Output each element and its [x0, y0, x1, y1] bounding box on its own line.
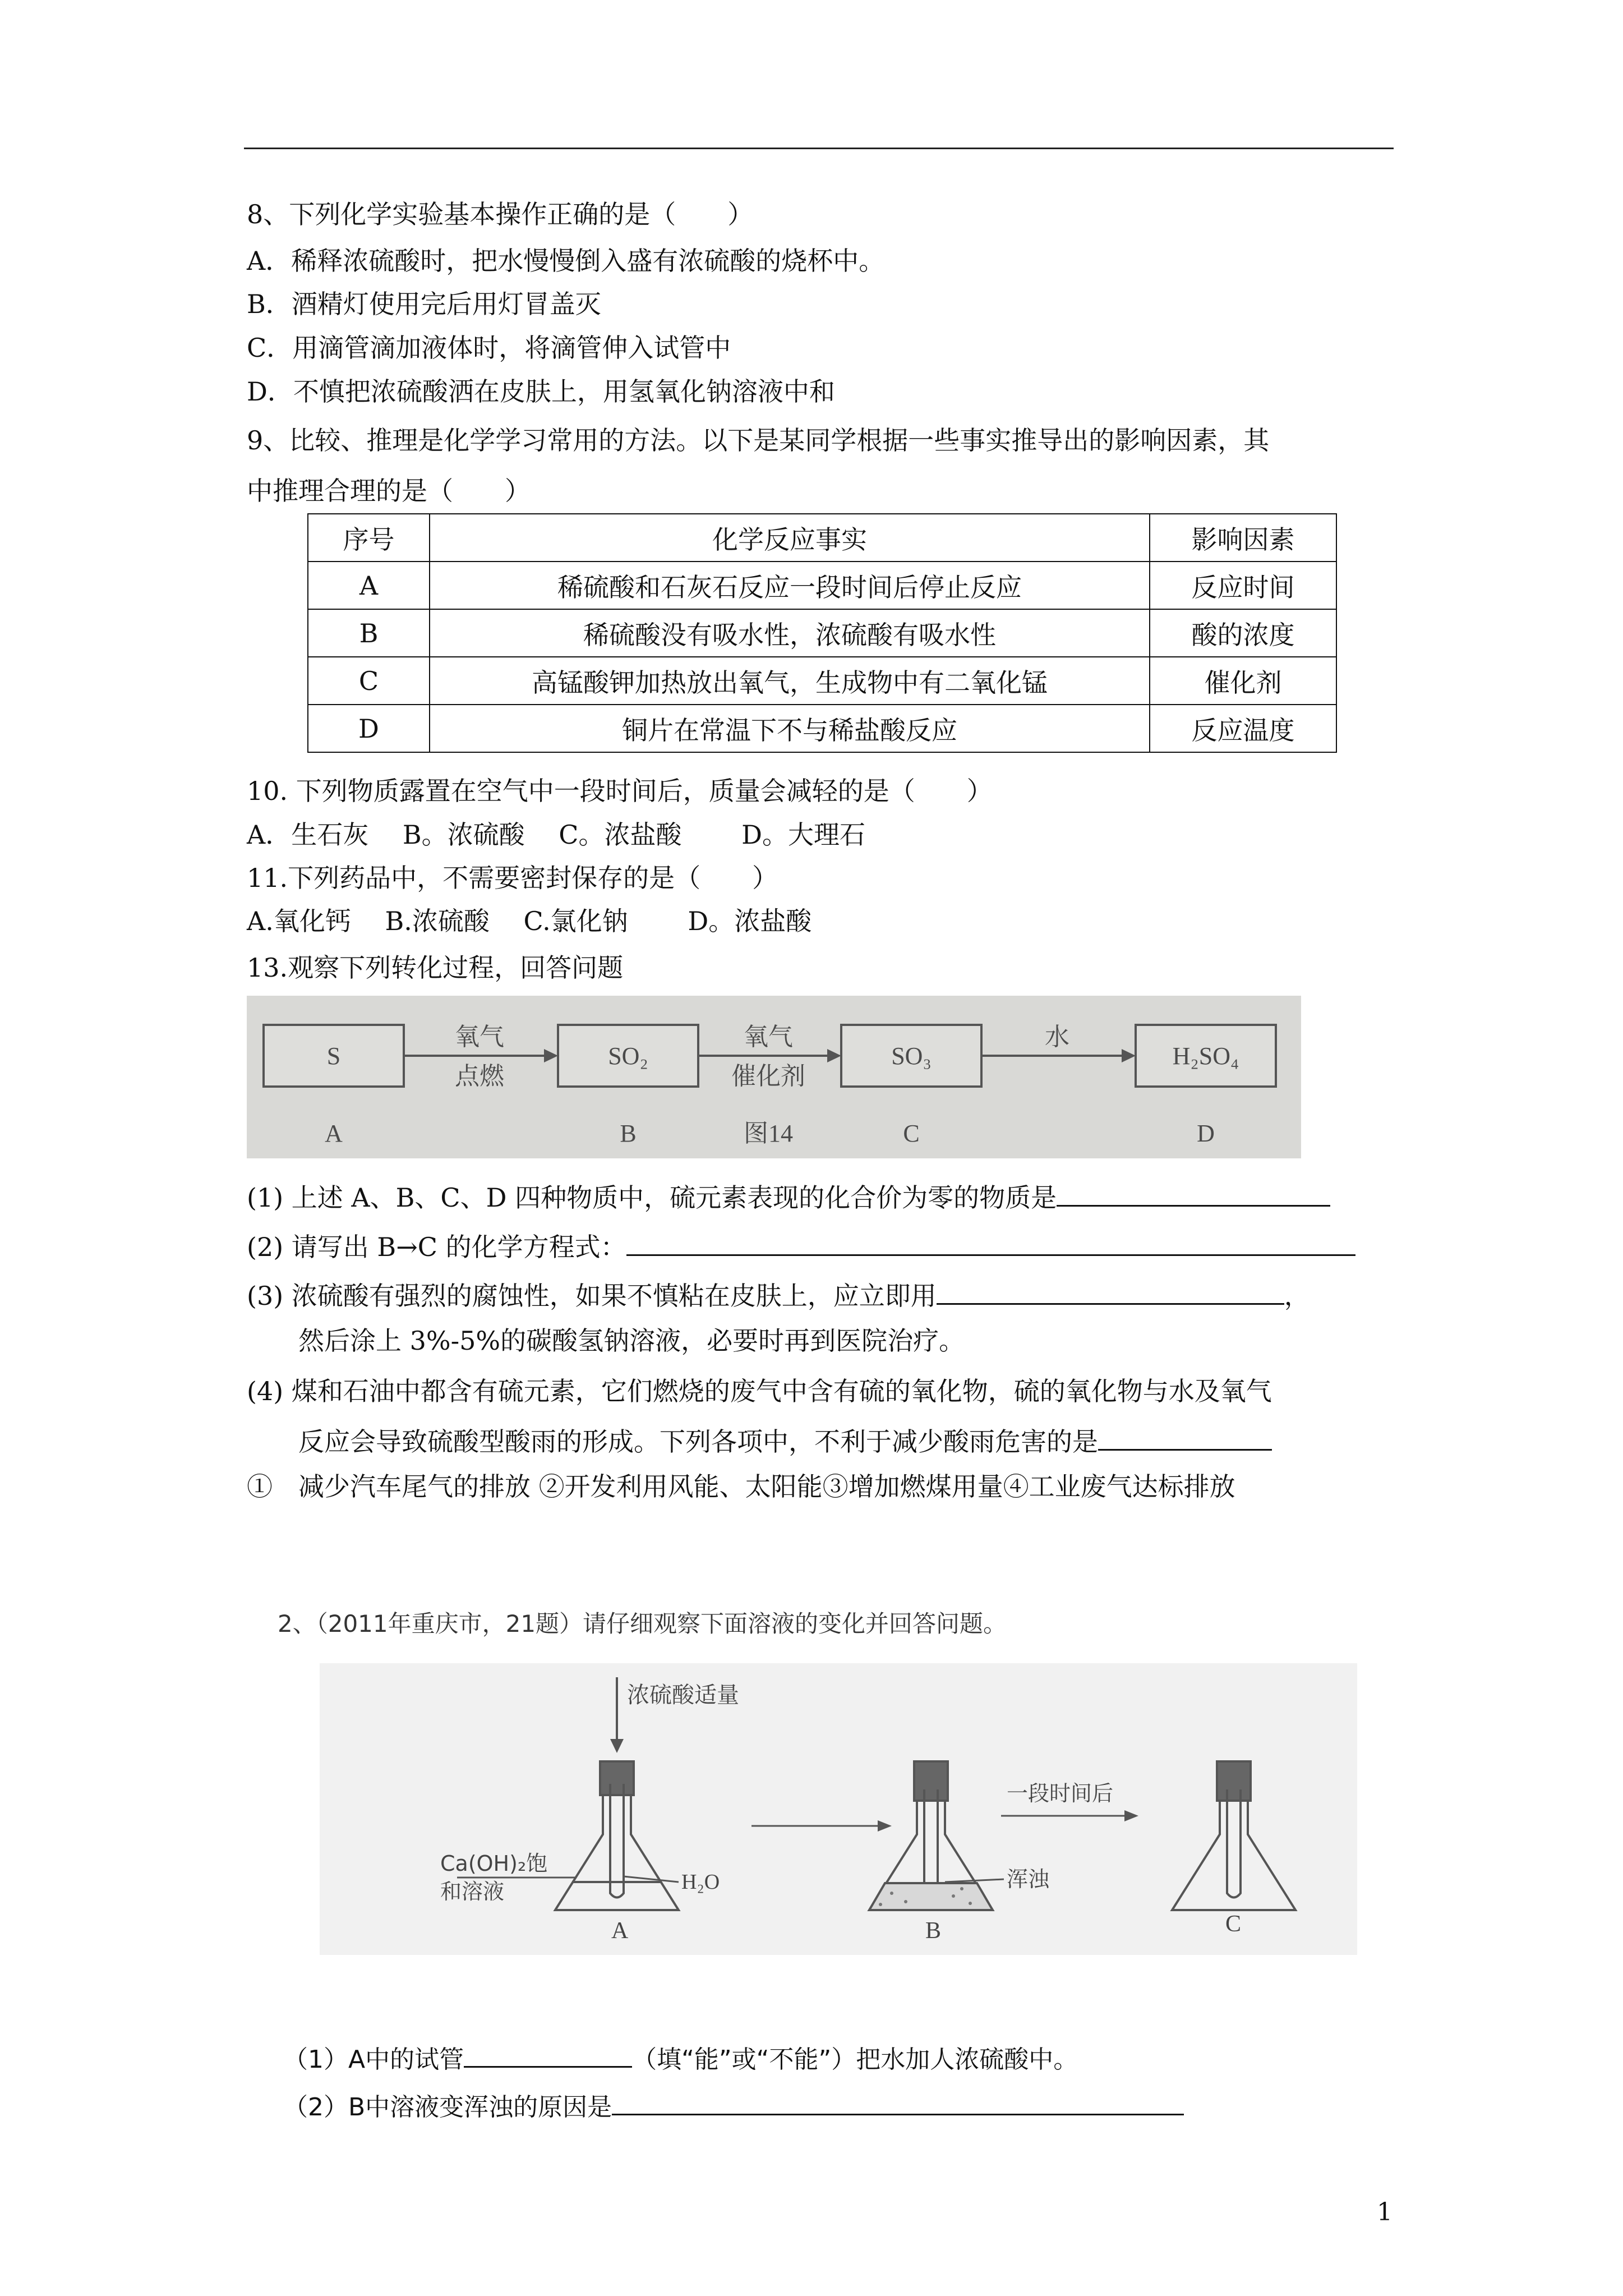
table-cell: A — [308, 562, 430, 609]
table-cell: 酸的浓度 — [1150, 609, 1336, 657]
table-cell: 反应温度 — [1150, 705, 1336, 752]
q13-sub4a: (4) 煤和石油中都含有硫元素，它们燃烧的废气中含有硫的氧化物，硫的氧化物与水及氧气 — [247, 1376, 1272, 1406]
table-row — [308, 562, 1336, 609]
q8-option-a: A．稀释浓硫酸时，把水慢慢倒入盛有浓硫酸的烧杯中。 — [247, 246, 885, 276]
table-cell: 稀硫酸没有吸水性，浓硫酸有吸水性 — [430, 609, 1150, 657]
caoh2-label-1: Ca(OH)₂饱 — [440, 1851, 548, 1876]
arrow1-top-label: 氧气 — [455, 1023, 504, 1051]
box-label-so3: SO₃ — [891, 1042, 932, 1070]
conversion-diagram — [247, 996, 1301, 1158]
flask-diagram — [320, 1663, 1357, 1955]
table-cell: 高锰酸钾加热放出氧气，生成物中有二氧化锰 — [430, 657, 1150, 705]
q13-sub1 — [247, 1178, 1330, 1214]
table-cell: B — [308, 609, 430, 657]
q2-sub1-tail: （填“能”或“不能”）把水加人浓硫酸中。 — [632, 2045, 1078, 2074]
table-cell: C — [308, 657, 430, 705]
table-cell: 稀硫酸和石灰石反应一段时间后停止反应 — [430, 562, 1150, 609]
q13-sub2 — [247, 1227, 1355, 1264]
figure-caption: 图14 — [744, 1120, 793, 1147]
flask-diagram-svg — [320, 1663, 1357, 1955]
q13-sub4b-text: 反应会导致硫酸型酸雨的形成。下列各项中，不利于减少酸雨危害的是 — [298, 1427, 1098, 1457]
table-header: 化学反应事实 — [430, 514, 1150, 562]
answer-blank[interactable] — [1057, 1178, 1330, 1207]
q10-stem: 10. 下列物质露置在空气中一段时间后，质量会减轻的是（ ） — [247, 776, 993, 806]
arrow1-bottom-label: 点燃 — [455, 1062, 504, 1090]
flask-letter-a: A — [611, 1918, 629, 1944]
q8-stem: 8、下列化学实验基本操作正确的是（ ） — [247, 199, 754, 229]
table-cell: 反应时间 — [1150, 562, 1336, 609]
answer-blank[interactable] — [612, 2087, 1184, 2115]
table-header: 序号 — [308, 514, 430, 562]
q2-sub2 — [283, 2087, 1184, 2124]
table-row — [308, 705, 1336, 752]
time-label: 一段时间后 — [1007, 1781, 1114, 1806]
flask-letter-c: C — [1225, 1911, 1242, 1937]
answer-blank[interactable] — [1098, 1422, 1272, 1451]
arrow2-bottom-label: 催化剂 — [731, 1062, 805, 1090]
q13-sub3a — [247, 1276, 1310, 1313]
page-number: 1 — [1377, 2198, 1393, 2226]
table-cell: 铜片在常温下不与稀盐酸反应 — [430, 705, 1150, 752]
q13-sub3a-text: (3) 浓硫酸有强烈的腐蚀性，如果不慎粘在皮肤上，应立即用 — [247, 1281, 937, 1311]
caoh2-label-2: 和溶液 — [440, 1879, 505, 1904]
q2-sub2-text: （2）B中溶液变浑浊的原因是 — [283, 2093, 612, 2122]
q13-stem: 13.观察下列转化过程，回答问题 — [247, 953, 624, 983]
q11-stem: 11.下列药品中，不需要密封保存的是（ ） — [247, 863, 778, 893]
answer-blank[interactable] — [464, 2039, 632, 2068]
arrow3-top-label: 水 — [1045, 1023, 1069, 1051]
acid-label: 浓硫酸适量 — [627, 1682, 739, 1708]
answer-blank[interactable] — [937, 1276, 1284, 1305]
table-cell: 催化剂 — [1150, 657, 1336, 705]
water-label: H₂O — [681, 1870, 720, 1894]
q11-options: A.氧化钙 B.浓硫酸 C.氯化钠 D。浓盐酸 — [247, 906, 812, 936]
q9-stem-line1: 9、比较、推理是化学学习常用的方法。以下是某同学根据一些事实推导出的影响因素，其 — [247, 425, 1270, 455]
q2-sub1 — [283, 2039, 1078, 2077]
q8-option-d: D．不慎把浓硫酸洒在皮肤上，用氢氧化钠溶液中和 — [247, 376, 835, 407]
q8-option-c: C．用滴管滴加液体时，将滴管伸入试管中 — [247, 333, 731, 363]
q13-sub3a-end: ， — [1284, 1281, 1310, 1311]
box-label-s: S — [326, 1042, 341, 1070]
arrow2-top-label: 氧气 — [744, 1023, 793, 1051]
letter-b: B — [620, 1120, 637, 1147]
table-row — [308, 657, 1336, 705]
q2-stem: 2、（2011年重庆市，21题）请仔细观察下面溶液的变化并回答问题。 — [278, 1610, 1007, 1637]
q9-table — [307, 513, 1337, 753]
q13-sub3b: 然后涂上 3%-5%的碳酸氢钠溶液，必要时再到医院治疗。 — [298, 1326, 965, 1356]
table-header: 影响因素 — [1150, 514, 1336, 562]
turbid-label: 浑浊 — [1007, 1867, 1050, 1892]
table-cell: D — [308, 705, 430, 752]
header-rule — [244, 148, 1394, 149]
q13-sub1-text: (1) 上述 A、B、C、D 四种物质中，硫元素表现的化合价为零的物质是 — [247, 1182, 1057, 1213]
q10-options: A．生石灰 B。浓硫酸 C。浓盐酸 D。大理石 — [247, 820, 865, 850]
conversion-diagram-svg — [247, 996, 1301, 1158]
q2-sub1-text: （1）A中的试管 — [283, 2045, 464, 2074]
q13-sub4c: ① 减少汽车尾气的排放 ②开发利用风能、太阳能③增加燃煤用量④工业废气达标排放 — [247, 1471, 1235, 1502]
letter-d: D — [1197, 1120, 1215, 1147]
table-header-row — [308, 514, 1336, 562]
table-row — [308, 609, 1336, 657]
letter-a: A — [325, 1120, 343, 1147]
box-label-h2so4: H₂SO₄ — [1172, 1042, 1239, 1070]
q9-stem-line2: 中推理合理的是（ ） — [247, 476, 531, 506]
flask-letter-b: B — [925, 1918, 942, 1944]
box-label-so2: SO₂ — [608, 1042, 648, 1070]
q13-sub4b — [298, 1422, 1272, 1458]
q13-sub2-text: (2) 请写出 B→C 的化学方程式： — [247, 1232, 626, 1262]
answer-blank[interactable] — [626, 1227, 1355, 1256]
letter-c: C — [903, 1120, 920, 1147]
q8-option-b: B．酒精灯使用完后用灯冒盖灭 — [247, 289, 601, 319]
